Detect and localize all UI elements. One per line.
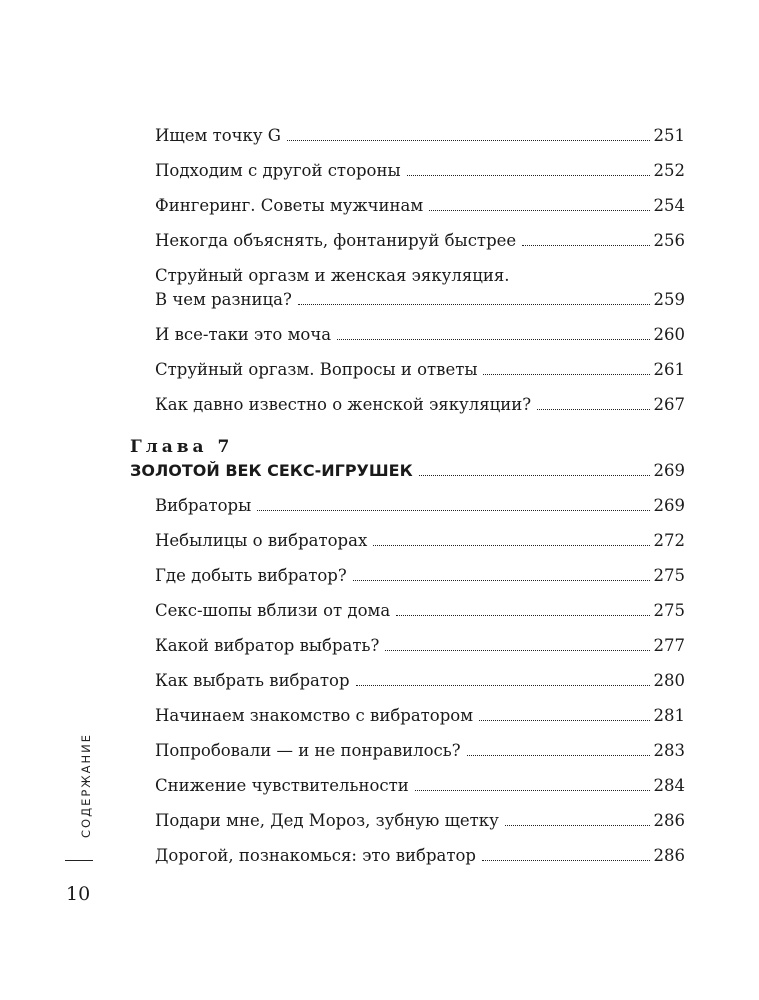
toc-entry [155, 566, 685, 586]
chapter-page: 269 [653, 461, 685, 480]
toc-entry-page: 261 [653, 360, 685, 379]
toc-entry-title: Струйный оргазм. Вопросы и ответы [155, 360, 478, 379]
toc-entry-title: Подходим с другой стороны [155, 161, 401, 180]
toc-entry-page: 252 [653, 161, 685, 180]
footer-rule [65, 860, 93, 861]
dot-leader [522, 245, 649, 246]
toc-entry [155, 846, 685, 866]
toc-entry-multiline [155, 266, 685, 310]
toc-entry-title: Ищем точку G [155, 126, 281, 145]
toc-entry-title: Как выбрать вибратор [155, 671, 350, 690]
dot-leader [482, 860, 650, 861]
toc-entry [155, 531, 685, 551]
toc-entry-title-line2: В чем разница? [155, 290, 292, 309]
dot-leader [407, 175, 650, 176]
toc-entry [155, 161, 685, 181]
toc-entry-page: 281 [653, 706, 685, 725]
dot-leader [396, 615, 649, 616]
toc-entry-page: 286 [653, 846, 685, 865]
toc-entry [155, 360, 685, 380]
toc-entry-page: 283 [653, 741, 685, 760]
toc-entry-title: Подари мне, Дед Мороз, зубную щетку [155, 811, 499, 830]
toc-entry [155, 325, 685, 345]
toc-entry [155, 395, 685, 415]
toc-entry [155, 196, 685, 216]
chapter-title-entry [130, 461, 685, 481]
toc-entry-line2 [155, 290, 685, 310]
dot-leader [356, 685, 650, 686]
toc-entry-page: 251 [653, 126, 685, 145]
toc-entry-title: Вибраторы [155, 496, 252, 515]
toc-entry-title: Некогда объяснять, фонтанируй быстрее [155, 231, 517, 250]
dot-leader [287, 140, 650, 141]
toc-entry-title: Фингеринг. Советы мужчинам [155, 196, 424, 215]
toc-entry-title: Снижение чувствительности [155, 776, 409, 795]
toc-entry-title-line1: Струйный оргазм и женская эякуляция. [155, 266, 510, 285]
toc-entry [155, 741, 685, 761]
toc-entry-page: 254 [653, 196, 685, 215]
toc-entry-page: 275 [653, 601, 685, 620]
dot-leader [483, 374, 649, 375]
toc-entry-title: Какой вибратор выбрать? [155, 636, 380, 655]
dot-leader [353, 580, 650, 581]
toc-entry [155, 496, 685, 516]
toc-entry-page: 259 [653, 290, 685, 309]
toc-entry-page: 269 [653, 496, 685, 515]
toc-entry [155, 126, 685, 146]
toc-entry-page: 260 [653, 325, 685, 344]
toc-entry-title: Попробовали — и не понравилось? [155, 741, 461, 760]
toc-entry-page: 256 [653, 231, 685, 250]
page-number: 10 [66, 883, 91, 905]
dot-leader [415, 790, 650, 791]
toc-entry-title: Как давно известно о женской эякуляции? [155, 395, 532, 414]
toc-entry-page: 267 [653, 395, 685, 414]
toc-entry-page: 280 [653, 671, 685, 690]
chapter-label: Глава 7 [130, 437, 234, 457]
dot-leader [257, 510, 649, 511]
running-head: СОДЕРЖАНИЕ [79, 732, 93, 838]
table-of-contents [130, 126, 685, 881]
toc-entry-title: Где добыть вибратор? [155, 566, 347, 585]
toc-entry [155, 706, 685, 726]
toc-entry [155, 636, 685, 656]
toc-entry [155, 231, 685, 251]
dot-leader [537, 409, 649, 410]
dot-leader [419, 475, 650, 476]
toc-entry-title: Небылицы о вибраторах [155, 531, 368, 550]
chapter-title: ЗОЛОТОЙ ВЕК СЕКС-ИГРУШЕК [130, 461, 413, 480]
toc-entry [155, 811, 685, 831]
toc-entry-page: 277 [653, 636, 685, 655]
toc-entry-title: Дорогой, познакомься: это вибратор [155, 846, 476, 865]
toc-entry [155, 671, 685, 691]
toc-entry-page: 275 [653, 566, 685, 585]
toc-entry-title: И все-таки это моча [155, 325, 332, 344]
dot-leader [337, 339, 649, 340]
dot-leader [467, 755, 650, 756]
toc-entry-page: 286 [653, 811, 685, 830]
dot-leader [505, 825, 650, 826]
dot-leader [479, 720, 649, 721]
dot-leader [373, 545, 649, 546]
toc-entry-title: Секс-шопы вблизи от дома [155, 601, 391, 620]
toc-entry [155, 601, 685, 621]
toc-entry-title: Начинаем знакомство с вибратором [155, 706, 474, 725]
dot-leader [298, 304, 650, 305]
dot-leader [385, 650, 649, 651]
toc-entry-page: 272 [653, 531, 685, 550]
dot-leader [429, 210, 649, 211]
toc-entry-page: 284 [653, 776, 685, 795]
toc-entry [155, 776, 685, 796]
